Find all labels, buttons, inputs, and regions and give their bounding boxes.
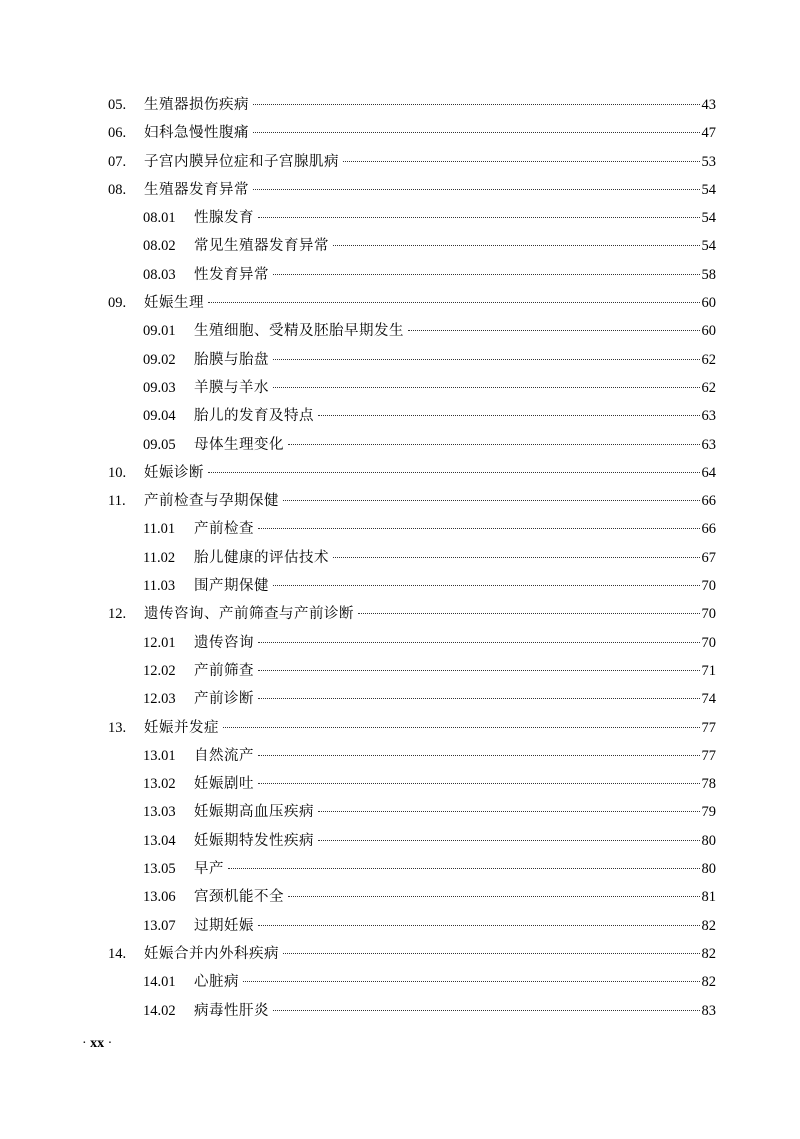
toc-entry-number: 05.: [108, 97, 127, 113]
toc-entry-number: 12.03: [143, 691, 176, 708]
toc-entry-number: 11.01: [143, 521, 176, 538]
toc-entry-number: 14.01: [143, 974, 176, 991]
toc-entry-title: 遗传咨询: [194, 634, 254, 651]
toc-entry-page: 78: [701, 776, 716, 793]
toc-entry-number: 13.: [108, 719, 127, 736]
toc-entry-number: 09.01: [143, 323, 176, 340]
toc-entry-number: 08.: [108, 181, 127, 198]
toc-entry-page: 80: [701, 832, 716, 849]
toc-entry-page: 47: [701, 125, 716, 142]
toc-dot-leader: [253, 132, 700, 133]
toc-section-entry[interactable]: [108, 968, 716, 996]
toc-entry-page: 66: [701, 493, 716, 510]
toc-chapter-entry[interactable]: [108, 91, 716, 119]
toc-dot-leader: [318, 415, 700, 416]
toc-dot-leader: [208, 302, 700, 303]
toc-entry-title: 心脏病: [194, 974, 239, 991]
toc-entry-page: 53: [701, 153, 716, 170]
toc-dot-leader: [318, 840, 700, 841]
toc-entry-title: 过期妊娠: [194, 917, 254, 934]
toc-entry-page: 43: [701, 97, 716, 113]
toc-chapter-entry[interactable]: [108, 176, 716, 204]
toc-entry-number: 07.: [108, 153, 127, 170]
toc-dot-leader: [318, 811, 700, 812]
toc-entry-title: 常见生殖器发育异常: [194, 238, 329, 255]
toc-entry-number: 08.01: [143, 210, 176, 227]
toc-entry-title: 妊娠期高血压疾病: [194, 804, 314, 821]
toc-dot-leader: [288, 444, 700, 445]
toc-chapter-entry[interactable]: [108, 459, 716, 487]
toc-entry-title: 产前诊断: [194, 691, 254, 708]
toc-dot-leader: [273, 1010, 700, 1011]
toc-dot-leader: [258, 642, 700, 643]
toc-entry-number: 14.: [108, 945, 127, 962]
toc-dot-leader: [258, 670, 700, 671]
toc-entry-page: 77: [701, 719, 716, 736]
toc-entry-title: 羊膜与羊水: [194, 379, 269, 396]
toc-entry-number: 13.04: [143, 832, 176, 849]
toc-chapter-entry[interactable]: [108, 940, 716, 968]
toc-entry-page: 83: [701, 1002, 716, 1019]
toc-entry-number: 12.01: [143, 634, 176, 651]
footer-dot-right: ·: [107, 1036, 113, 1051]
toc-entry-title: 妊娠并发症: [144, 719, 219, 736]
toc-entry-page: 70: [701, 578, 716, 595]
toc-dot-leader: [258, 783, 700, 784]
toc-dot-leader: [273, 387, 700, 388]
toc-entry-page: 81: [701, 889, 716, 906]
toc-entry-title: 产前检查: [194, 521, 254, 538]
toc-entry-page: 74: [701, 691, 716, 708]
toc-section-entry[interactable]: [108, 685, 716, 713]
toc-entry-title: 胎膜与胎盘: [194, 351, 269, 368]
toc-entry-title: 子宫内膜异位症和子宫腺肌病: [144, 153, 339, 170]
toc-dot-leader: [333, 557, 700, 558]
toc-entry-title: 产前检查与孕期保健: [144, 493, 279, 510]
toc-section-entry[interactable]: [108, 798, 716, 826]
toc-entry-page: 54: [701, 238, 716, 255]
toc-section-entry[interactable]: [108, 657, 716, 685]
table-of-contents: [108, 91, 716, 1025]
toc-section-entry[interactable]: [108, 770, 716, 798]
toc-entry-page: 63: [701, 436, 716, 453]
toc-dot-leader: [258, 217, 700, 218]
toc-entry-page: 79: [701, 804, 716, 821]
toc-entry-number: 10.: [108, 464, 127, 481]
toc-entry-page: 54: [701, 181, 716, 198]
toc-entry-number: 11.02: [143, 549, 176, 566]
toc-entry-page: 66: [701, 521, 716, 538]
toc-entry-page: 64: [701, 464, 716, 481]
toc-entry-title: 生殖细胞、受精及胚胎早期发生: [194, 323, 404, 340]
toc-entry-title: 遗传咨询、产前筛查与产前诊断: [144, 606, 354, 623]
toc-section-entry[interactable]: [108, 431, 716, 459]
toc-chapter-entry[interactable]: [108, 487, 716, 515]
toc-entry-page: 67: [701, 549, 716, 566]
toc-chapter-entry[interactable]: [108, 119, 716, 147]
toc-entry-number: 09.02: [143, 351, 176, 368]
toc-entry-number: 14.02: [143, 1002, 176, 1019]
toc-entry-title: 妇科急慢性腹痛: [144, 125, 249, 142]
toc-entry-title: 妊娠期特发性疾病: [194, 832, 314, 849]
toc-section-entry[interactable]: [108, 572, 716, 600]
toc-entry-number: 13.05: [143, 861, 176, 878]
toc-entry-title: 自然流产: [194, 747, 254, 764]
toc-entry-title: 妊娠诊断: [144, 464, 204, 481]
toc-section-entry[interactable]: [108, 204, 716, 232]
toc-dot-leader: [333, 245, 700, 246]
toc-entry-page: 60: [701, 295, 716, 312]
toc-entry-number: 08.03: [143, 266, 176, 283]
toc-section-entry[interactable]: [108, 346, 716, 374]
toc-entry-title: 胎儿健康的评估技术: [194, 549, 329, 566]
toc-dot-leader: [358, 613, 700, 614]
toc-section-entry[interactable]: [108, 827, 716, 855]
toc-entry-number: 08.02: [143, 238, 176, 255]
toc-section-entry[interactable]: [108, 997, 716, 1025]
toc-dot-leader: [273, 359, 700, 360]
toc-entry-page: 63: [701, 408, 716, 425]
toc-dot-leader: [283, 500, 700, 501]
toc-dot-leader: [223, 727, 700, 728]
toc-entry-number: 13.07: [143, 917, 176, 934]
toc-entry-title: 早产: [194, 861, 224, 878]
toc-section-entry[interactable]: [108, 544, 716, 572]
toc-entry-title: 性发育异常: [194, 266, 269, 283]
toc-entry-page: 70: [701, 606, 716, 623]
toc-entry-title: 妊娠剧吐: [194, 776, 254, 793]
toc-dot-leader: [273, 274, 700, 275]
toc-dot-leader: [228, 868, 700, 869]
toc-entry-number: 13.06: [143, 889, 176, 906]
toc-entry-page: 70: [701, 634, 716, 651]
toc-dot-leader: [253, 104, 700, 105]
page-footer-number: [82, 1036, 112, 1052]
toc-entry-number: 13.03: [143, 804, 176, 821]
toc-dot-leader: [208, 472, 700, 473]
toc-dot-leader: [408, 330, 700, 331]
toc-entry-title: 宫颈机能不全: [194, 889, 284, 906]
toc-section-entry[interactable]: [108, 374, 716, 402]
toc-section-entry[interactable]: [108, 883, 716, 911]
toc-dot-leader: [253, 189, 700, 190]
toc-chapter-entry[interactable]: [108, 600, 716, 628]
toc-entry-page: 60: [701, 323, 716, 340]
toc-entry-number: 12.: [108, 606, 127, 623]
toc-section-entry[interactable]: [108, 402, 716, 430]
footer-page-label: xx: [90, 1036, 105, 1051]
toc-section-entry[interactable]: [108, 515, 716, 543]
toc-entry-title: 母体生理变化: [194, 436, 284, 453]
toc-chapter-entry[interactable]: [108, 289, 716, 317]
toc-entry-page: 82: [701, 974, 716, 991]
toc-dot-leader: [273, 585, 700, 586]
toc-entry-title: 妊娠生理: [144, 295, 204, 312]
toc-entry-title: 病毒性肝炎: [194, 1002, 269, 1019]
toc-entry-number: 09.04: [143, 408, 176, 425]
toc-section-entry[interactable]: [108, 261, 716, 289]
toc-dot-leader: [288, 896, 700, 897]
toc-entry-number: 11.: [108, 493, 126, 510]
toc-section-entry[interactable]: [108, 629, 716, 657]
toc-entry-number: 13.02: [143, 776, 176, 793]
toc-entry-number: 13.01: [143, 747, 176, 764]
toc-entry-page: 71: [701, 662, 716, 679]
toc-entry-title: 围产期保健: [194, 578, 269, 595]
toc-dot-leader: [258, 698, 700, 699]
toc-entry-number: 12.02: [143, 662, 176, 679]
footer-dot-left: ·: [82, 1036, 87, 1051]
toc-section-entry[interactable]: [108, 855, 716, 883]
toc-entry-page: 62: [701, 379, 716, 396]
toc-entry-title: 生殖器损伤疾病: [144, 97, 249, 113]
toc-section-entry[interactable]: [108, 742, 716, 770]
toc-section-entry[interactable]: [108, 317, 716, 345]
toc-dot-leader: [258, 755, 700, 756]
toc-entry-page: 77: [701, 747, 716, 764]
toc-entry-number: 09.03: [143, 379, 176, 396]
toc-entry-page: 58: [701, 266, 716, 283]
toc-entry-page: 82: [701, 917, 716, 934]
toc-entry-number: 09.: [108, 295, 127, 312]
toc-entry-page: 82: [701, 945, 716, 962]
toc-dot-leader: [343, 161, 700, 162]
toc-dot-leader: [258, 528, 700, 529]
toc-chapter-entry[interactable]: [108, 714, 716, 742]
toc-dot-leader: [283, 953, 700, 954]
toc-entry-number: 09.05: [143, 436, 176, 453]
toc-entry-page: 54: [701, 210, 716, 227]
toc-entry-title: 生殖器发育异常: [144, 181, 249, 198]
toc-entry-title: 胎儿的发育及特点: [194, 408, 314, 425]
toc-section-entry[interactable]: [108, 232, 716, 260]
toc-entry-number: 06.: [108, 125, 127, 142]
toc-entry-title: 产前筛查: [194, 662, 254, 679]
toc-chapter-entry[interactable]: [108, 148, 716, 176]
toc-dot-leader: [258, 925, 700, 926]
toc-entry-title: 性腺发育: [194, 210, 254, 227]
toc-section-entry[interactable]: [108, 912, 716, 940]
toc-entry-number: 11.03: [143, 578, 176, 595]
toc-entry-page: 80: [701, 861, 716, 878]
toc-entry-page: 62: [701, 351, 716, 368]
toc-entry-title: 妊娠合并内外科疾病: [144, 945, 279, 962]
toc-dot-leader: [243, 981, 700, 982]
